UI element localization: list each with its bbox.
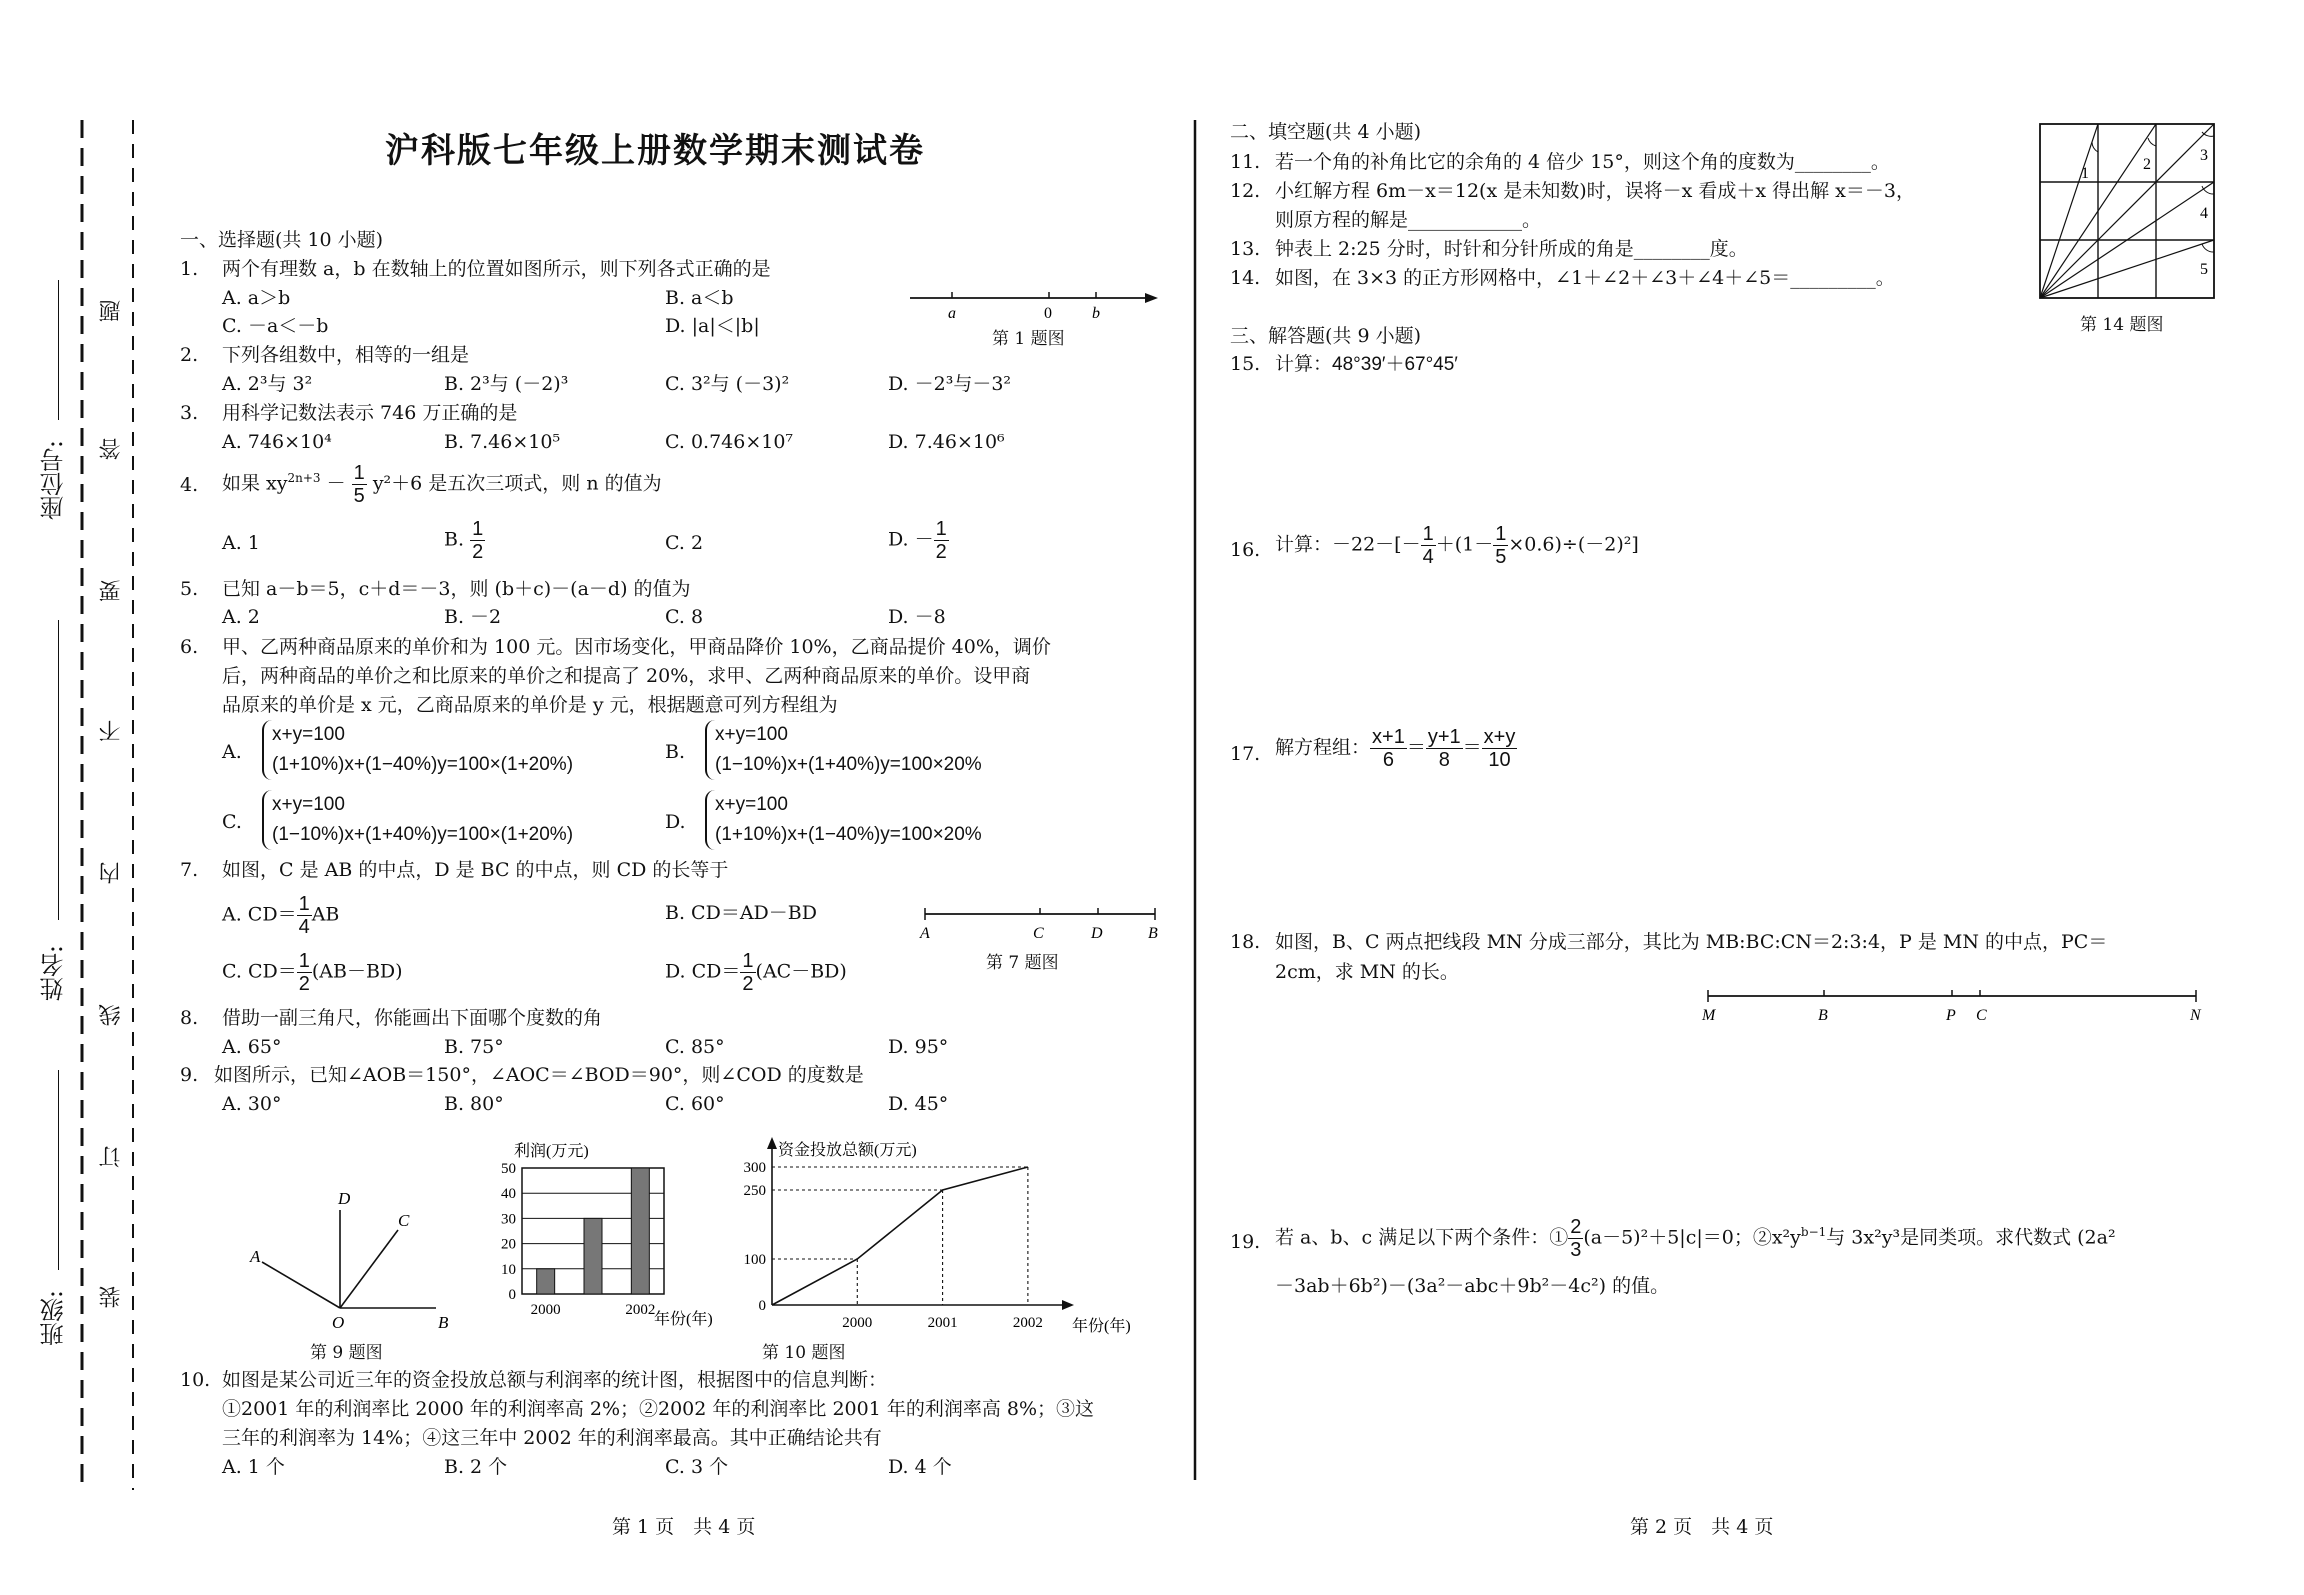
q8-option-c: C. 85° — [665, 1036, 725, 1058]
q6-system-b: x+y=100 (1−10%)x+(1+40%)y=100×20% — [705, 720, 982, 780]
q6-option-b: B. — [665, 741, 686, 763]
bar-y-tick-label: 20 — [501, 1236, 516, 1253]
line-y-tick-label: 0 — [758, 1298, 766, 1314]
q8-option-d: D. 95° — [888, 1036, 949, 1058]
q6-line-2: 后，两种商品的单价之和比原来的单价之和提高了 20%，求甲、乙两种商品原来的单价。设甲商 — [222, 665, 1031, 687]
q14-number: 14. — [1230, 267, 1261, 289]
q6-option-c: C. — [222, 811, 242, 833]
q1-option-d: D. |a|＜|b| — [665, 315, 760, 337]
q3-option-c: C. 0.746×10⁷ — [665, 431, 794, 453]
line-y-tick-label: 100 — [743, 1252, 766, 1268]
warn-char-3: 要 — [99, 580, 124, 602]
q8-text: 借助一副三角尺，你能画出下面哪个度数的角 — [222, 1007, 603, 1029]
q9-figure-caption: 第 9 题图 — [310, 1343, 383, 1363]
q4-option-c: C. 2 — [665, 532, 704, 554]
warn-char-5: 内 — [99, 862, 124, 884]
q9-option-b: B. 80° — [444, 1093, 504, 1115]
page-title: 沪科版七年级上册数学期末测试卷 — [385, 131, 925, 171]
bar-2001 — [584, 1218, 602, 1294]
q3-text: 用科学记数法表示 746 万正确的是 — [222, 402, 518, 424]
q10-option-b: B. 2 个 — [444, 1456, 508, 1478]
q6-option-a: A. — [222, 741, 242, 763]
q10-option-c: C. 3 个 — [665, 1456, 729, 1478]
q8-option-a: A. 65° — [222, 1036, 282, 1058]
q6-line-3: 品原来的单价是 x 元，乙商品原来的单价是 y 元，根据题意可列方程组为 — [222, 694, 838, 716]
q2-option-d: D. －2³与－3² — [888, 373, 1012, 395]
page-2-footer: 第 2 页 共 4 页 — [1630, 1516, 1774, 1538]
warn-char-6: 线 — [99, 1004, 124, 1026]
line-x-tick-label: 2001 — [927, 1315, 958, 1331]
q5-option-a: A. 2 — [222, 606, 260, 628]
q8-option-b: B. 75° — [444, 1036, 504, 1058]
line-y-tick-label: 250 — [743, 1183, 766, 1199]
bar-x-axis-label: 年份(年) — [654, 1311, 713, 1328]
line-chart-title: 资金投放总额(万元) — [778, 1142, 917, 1159]
q9-option-d: D. 45° — [888, 1093, 949, 1115]
warn-char-7: 订 — [99, 1146, 124, 1168]
q18-segment-figure — [1700, 990, 2220, 1040]
bar-y-tick-label: 30 — [501, 1211, 516, 1228]
bar-2000 — [537, 1269, 555, 1294]
q17-number: 17. — [1230, 743, 1261, 765]
q3-option-a: A. 746×10⁴ — [222, 431, 332, 453]
q7-label-b: B — [1148, 925, 1158, 942]
q18-label-p: P — [1946, 1007, 1956, 1024]
q1-figure-caption: 第 1 题图 — [992, 329, 1065, 349]
q9-label-d: D — [338, 1189, 351, 1208]
line-x-axis-label: 年份(年) — [1072, 1318, 1131, 1335]
bar-chart-title: 利润(万元) — [514, 1143, 589, 1160]
q16-text: 计算：－22－[－ $\frac{1}{4}$ ＋(1－ $\frac{1}{5}$ ×0.6)÷(－2)²] — [1275, 523, 1639, 568]
q10-line-3: 三年的利润率为 14%；④这三年中 2002 年的利润率最高。其中正确结论共有 — [222, 1427, 882, 1449]
q18-label-n: N — [2190, 1007, 2201, 1024]
q5-number: 5. — [180, 578, 199, 600]
bar-x-tick-label: 2000 — [530, 1302, 561, 1318]
q1-number: 1. — [180, 258, 199, 280]
line-series — [772, 1167, 1028, 1305]
section-3-heading: 三、解答题(共 9 小题) — [1230, 325, 1421, 347]
q5-option-b: B. －2 — [444, 606, 502, 628]
class-label: 班级: — [40, 1290, 68, 1347]
q5-option-c: C. 8 — [665, 606, 704, 628]
bar-y-tick-label: 0 — [508, 1287, 516, 1303]
q9-label-c: C — [398, 1211, 410, 1230]
profit-bar-chart — [470, 1138, 713, 1338]
q6-line-1: 甲、乙两种商品原来的单价和为 100 元。因市场变化，甲商品降价 10%，乙商品提价 40%，调价 — [222, 636, 1051, 658]
bar-y-tick-label: 40 — [501, 1186, 516, 1203]
q11-text: 若一个角的补角比它的余角的 4 倍少 15°，则这个角的度数为________。 — [1275, 151, 1890, 173]
q14-grid-figure — [2040, 124, 2230, 314]
section-2-heading: 二、填空题(共 4 小题) — [1230, 121, 1421, 143]
q9-label-o: O — [332, 1313, 345, 1332]
q9-option-a: A. 30° — [222, 1093, 282, 1115]
q12-line-2: 则原方程的解是____________。 — [1275, 209, 1542, 231]
q14-angle-1: 1 — [2081, 165, 2089, 182]
q18-label-b: B — [1818, 1007, 1828, 1024]
q1-option-c: C. －a＜－b — [222, 315, 329, 337]
q2-text: 下列各组数中，相等的一组是 — [222, 344, 470, 366]
q4-option-b: B. $\frac{1}{2}$ — [444, 518, 484, 563]
q7-label-d: D — [1091, 925, 1103, 942]
q12-number: 12. — [1230, 180, 1261, 202]
q2-number: 2. — [180, 344, 199, 366]
warn-char-2: 答 — [99, 438, 124, 460]
q7-figure-caption: 第 7 题图 — [986, 953, 1059, 973]
seat-field[interactable] — [58, 280, 60, 420]
bar-x-tick-label: 2002 — [625, 1302, 656, 1318]
q7-label-a: A — [920, 925, 930, 942]
q1-option-b: B. a＜b — [665, 287, 734, 309]
q4-option-d: D. － $\frac{1}{2}$ — [888, 518, 947, 563]
q10-option-a: A. 1 个 — [222, 1456, 285, 1478]
q4-number: 4. — [180, 474, 199, 496]
q18-number: 18. — [1230, 931, 1261, 953]
q5-option-d: D. －8 — [888, 606, 946, 628]
q13-number: 13. — [1230, 238, 1261, 260]
line-y-tick-label: 300 — [743, 1160, 766, 1176]
name-field[interactable] — [58, 620, 60, 920]
q7-label-c: C — [1033, 925, 1044, 942]
q1-label-0: 0 — [1044, 305, 1052, 322]
section-1-heading: 一、选择题(共 10 小题) — [180, 229, 384, 251]
q10-option-d: D. 4 个 — [888, 1456, 952, 1478]
seat-label: 座位号: — [40, 440, 68, 521]
q2-option-a: A. 2³与 3² — [222, 373, 313, 395]
warn-char-8: 装 — [99, 1286, 124, 1308]
q15-text: 计算：48°39′＋67°45′ — [1275, 353, 1458, 375]
q10-line-1: 如图是某公司近三年的资金投放总额与利润率的统计图，根据图中的信息判断： — [222, 1369, 888, 1391]
q14-angle-2: 2 — [2143, 156, 2151, 173]
q7-number: 7. — [180, 859, 199, 881]
warn-char-4: 不 — [99, 720, 124, 742]
q9-number: 9. — [180, 1064, 199, 1086]
q4-option-a: A. 1 — [222, 532, 260, 554]
warn-char-1: 题 — [99, 300, 124, 322]
q15-number: 15. — [1230, 353, 1261, 375]
q11-number: 11. — [1230, 151, 1261, 173]
q3-number: 3. — [180, 402, 199, 424]
q17-text: 解方程组： $\frac{x+1}{6}$ ＝ $\frac{y+1}{8}$ ＝ $\frac{x+y}{10}$ — [1275, 726, 1516, 771]
q14-angle-4: 4 — [2200, 205, 2208, 222]
investment-line-chart — [730, 1135, 1131, 1345]
q10-line-2: ①2001 年的利润率比 2000 年的利润率高 2%；②2002 年的利润率比 2001 年的利润率高 8%；③这 — [222, 1398, 1095, 1420]
q14-angle-5: 5 — [2200, 261, 2208, 278]
q19-number: 19. — [1230, 1231, 1261, 1253]
line-y-arrow — [767, 1137, 777, 1149]
q2-option-b: B. 2³与 (－2)³ — [444, 373, 569, 395]
q6-system-d: x+y=100 (1+10%)x+(1−40%)y=100×20% — [705, 790, 982, 850]
q4-text: 如果 $xy^{2n+3}$ － $\frac{1}{5}$ y²＋6 是五次三项式，则 n 的值为 — [222, 462, 662, 507]
q1-text: 两个有理数 a，b 在数轴上的位置如图所示，则下列各式正确的是 — [222, 258, 771, 280]
q2-option-c: C. 3²与 (－3)² — [665, 373, 790, 395]
page-1-footer: 第 1 页 共 4 页 — [612, 1516, 756, 1538]
q13-text: 钟表上 2:25 分时，时针和分针所成的角是________度。 — [1275, 238, 1748, 260]
q10-figure-caption: 第 10 题图 — [762, 1343, 846, 1363]
name-label: 姓名: — [40, 945, 68, 1002]
q12-line-1: 小红解方程 6m－x＝12(x 是未知数)时，误将－x 看成＋x 得出解 x＝－3， — [1275, 180, 1915, 202]
bar-2002 — [631, 1168, 649, 1294]
q7-option-a: A. CD＝ $\frac{1}{4}$ AB — [222, 893, 340, 938]
q3-option-b: B. 7.46×10⁵ — [444, 431, 561, 453]
bar-y-tick-label: 10 — [501, 1261, 516, 1278]
q9-text: 如图所示，已知∠AOB＝150°，∠AOC＝∠BOD＝90°，则∠COD 的度数是 — [214, 1064, 864, 1086]
q6-option-d: D. — [665, 811, 686, 833]
q7-option-c: C. CD＝ $\frac{1}{2}$ (AB－BD) — [222, 950, 403, 995]
q1-label-b: b — [1092, 305, 1100, 322]
q6-system-c: x+y=100 (1−10%)x+(1+40%)y=100×(1+20%) — [262, 790, 573, 850]
q6-system-a: x+y=100 (1+10%)x+(1−40%)y=100×(1+20%) — [262, 720, 573, 780]
q14-figure-caption: 第 14 题图 — [2080, 315, 2164, 335]
q10-number: 10. — [180, 1369, 211, 1391]
q1-label-a: a — [948, 305, 956, 322]
q19-line-2: －3ab＋6b²)－(3a²－abc＋9b²－4c²) 的值。 — [1275, 1275, 1670, 1297]
q14-text: 如图，在 3×3 的正方形网格中，∠1＋∠2＋∠3＋∠4＋∠5＝_________。 — [1275, 267, 1895, 289]
q7-option-b: B. CD＝AD－BD — [665, 902, 817, 924]
q18-line-2: 2cm，求 MN 的长。 — [1275, 961, 1459, 983]
q5-text: 已知 a－b＝5，c＋d＝－3，则 (b＋c)－(a－d) 的值为 — [222, 578, 691, 600]
q8-number: 8. — [180, 1007, 199, 1029]
class-field[interactable] — [58, 1070, 60, 1270]
q18-line-1: 如图，B、C 两点把线段 MN 分成三部分，其比为 MB:BC:CN＝2:3:4，P 是 MN 的中点，PC＝ — [1275, 931, 2108, 953]
q3-option-d: D. 7.46×10⁶ — [888, 431, 1005, 453]
q6-number: 6. — [180, 636, 199, 658]
q1-option-a: A. a＞b — [222, 287, 291, 309]
bar-y-tick-label: 50 — [501, 1161, 516, 1177]
q9-angle-figure — [240, 1190, 460, 1340]
q9-label-b: B — [438, 1313, 449, 1332]
q7-text: 如图，C 是 AB 的中点，D 是 BC 的中点，则 CD 的长等于 — [222, 859, 729, 881]
q19-line-1: 若 a、b、c 满足以下两个条件：① $\frac{2}{3}$ (a－5)²＋5|c|＝0；$②x^2y^{b-1}$与 3x²y³是同类项。求代数式 (2a² — [1275, 1216, 2116, 1261]
q14-angle-3: 3 — [2200, 147, 2208, 164]
line-x-tick-label: 2002 — [1012, 1315, 1043, 1331]
q9-option-c: C. 60° — [665, 1093, 725, 1115]
q16-number: 16. — [1230, 539, 1261, 561]
q18-label-c: C — [1976, 1007, 1987, 1024]
q9-label-a: A — [250, 1247, 261, 1266]
line-x-tick-label: 2000 — [842, 1315, 873, 1331]
q7-option-d: D. CD＝ $\frac{1}{2}$ (AC－BD) — [665, 950, 847, 995]
q18-label-m: M — [1702, 1007, 1716, 1024]
